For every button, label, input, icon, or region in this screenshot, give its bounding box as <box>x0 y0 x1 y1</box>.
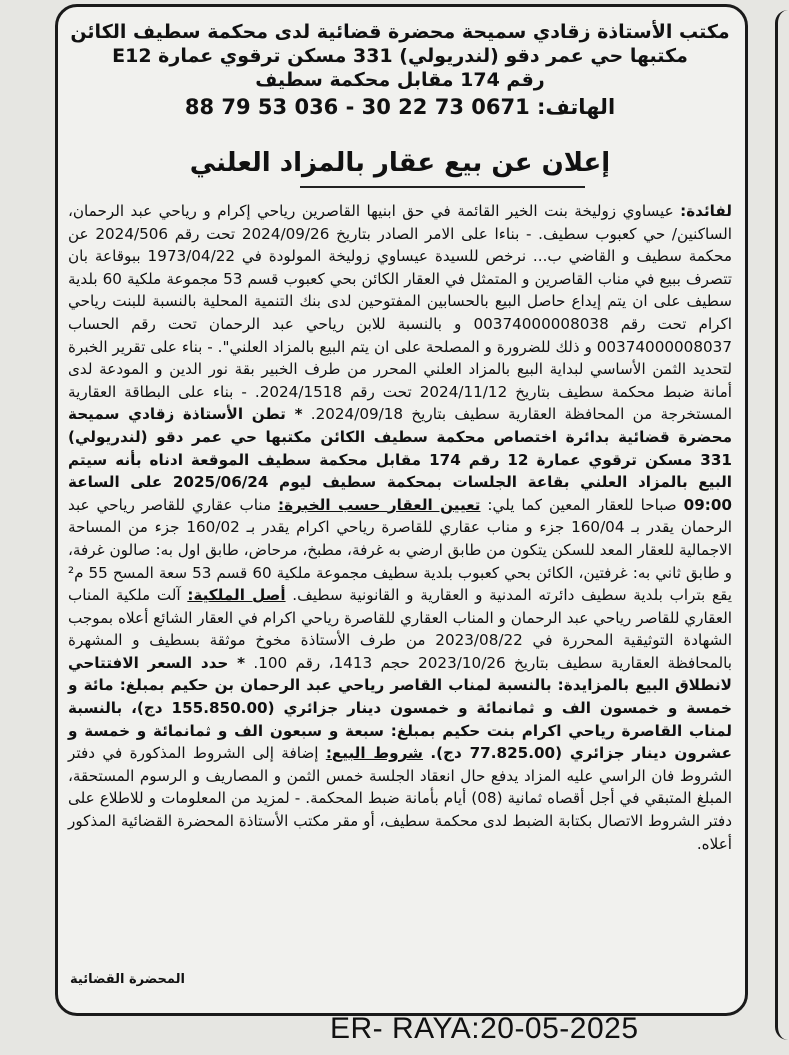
notice-header <box>70 20 730 119</box>
phone-line <box>70 95 730 119</box>
sale-conditions-text: إضافة إلى الشروط المذكورة في دفتر الشروط فان الراسي عليه المزاد يدفع حال انعقاد الجلسة خمس الثمن و المصاريف و الرسوم المستحقة، المبلغ المتبقي في أجل أقصاه ثمانية (08) أيام بأمانة ضبط المحكمة. - لمزيد من المعلومات و للاطلاع على دفتر الشروط الاتصال بكتابة الضبط لدى محكمة سطيف، أو مقر مكتب الأستاذة المحضرة القضائية المذكور أعلاه. <box>68 744 732 853</box>
property-designation-text: مناب عقاري للقاصر رياحي عبد الرحمان يقدر بـ 160/04 جزء و مناب عقاري للقاصرة رياحي اكرام يقدر بـ 160/02 جزء من المساحة الاجمالية للعقار المعد للسكن يتكون من طابق ارضي به غرفة، مطبخ، مرحاض، طابق اول به: صالون غرفة، و طابق ثاني به: غرفتين، الكائن بحي كعبوب بلدية سطيف مجموعة ملكية 60 قسم 53 سعة المسح 55 م² يقع بتراب بلدية سطيف دائرته المدنية و العقارية و القانونية سطيف. <box>68 495 732 605</box>
sale-conditions-label: شروط البيع: <box>325 744 423 763</box>
header-line-2: مكتبها حي عمر دقو (لندريولي) 331 مسكن ترقوي عمارة E12 <box>112 45 688 67</box>
bailiff-signature: المحضرة القضائية <box>70 972 185 987</box>
beneficiary-label: لفائدة: <box>680 202 732 220</box>
property-designation-label: تعيين العقار حسب الخبرة: <box>278 495 481 514</box>
publication-reference: ER- RAYA:20-05-2025 <box>330 1012 639 1045</box>
header-line-3: رقم 174 مقابل محكمة سطيف <box>255 69 545 91</box>
beneficiary-text: عيساوي زوليخة بنت الخير القائمة في حق ابنيها القاصرين رياحي إكرام و رياحي عبد الرحمان، الساكنين/ حي كعبوب سطيف. - بناءا على الامر الصادر بتاريخ 2024/09/26 تحت رقم 2024/506 عن محكمة سطيف و القاضي ب... نرخص للسيدة عيساوي زوليخة المولودة في 1973/04/22 ببوقاعة بان تتصرف ببيع في مناب القاصرين و المتمثل في العقار الكائن بحي كعبوب قسم 53 مجموعة ملكية 60 بلدية سطيف على ان يتم إيداع حاصل البيع بالحسابين المفتوحين لدى بنك التنمية المحلية بالنسبة للبنت رياحي اكرام تحت رقم 00374000008038 و بالنسبة للابن رياحي عبد الرحمان تحت رقم الحساب 00374000008037 و ذلك للضرورة و المصلحة على ان يتم البيع بالمزاد العلني". - بناء على تقرير الخبرة لتحديد الثمن الأساسي لبداية البيع بالمزاد العلني المحرر من طرف الخبير بقة نور الدين و المودعة لدى أمانة ضبط محكمة سطيف بتاريخ 2024/11/12 تحت رقم 2024/1518. - بناء على البطاقة العقارية المستخرجة من المحافظة العقارية سطيف بتاريخ 2024/09/18. <box>68 202 733 424</box>
title-underline <box>300 186 585 188</box>
header-line-1: مكتب الأستاذة زقادي سميحة محضرة قضائية لدى محكمة سطيف الكائن <box>70 21 730 43</box>
adjacent-column-border <box>775 10 788 1040</box>
ownership-origin-label: أصل الملكية: <box>187 586 286 605</box>
auction-time-text: صباحا للعقار المعين كما يلي: <box>480 495 684 514</box>
ownership-origin-text: آلت ملكية المناب العقاري للقاصر رياحي عبد الرحمان و المناب العقاري للقاصرة رياحي اكرام في العقار الشائع أعلاه بموجب الشهادة التوثيقية المحررة في 2023/08/22 من طرف الأستاذة مخوخ موثقة بسطيف و المشهرة بالمحافظة العقارية سطيف بتاريخ 2023/10/26 حجم 1413، رقم 100. <box>68 586 732 672</box>
notice-body <box>68 200 732 855</box>
phone-numbers: 88 79 53 036 - 30 22 73 0671 <box>184 95 530 119</box>
notice-title: إعلان عن بيع عقار بالمزاد العلني <box>189 148 611 178</box>
phone-label: الهاتف: <box>537 95 616 119</box>
opening-price-text: * حدد السعر الافتتاحي لانطلاق البيع بالمزايدة: بالنسبة لمناب القاصر رياحي عبد الرحمان بن حكيم بمبلغ: مائة و خمسة و خمسون الف و ثمانمائة و خمسون دينار جزائري (155.850.00 دج)، بالنسبة لمناب القاصرة رياحي اكرام بنت حكيم بمبلغ: سبعة و سبعون الف و ثمانمائة و خمسة و عشرون دينار جزائري (77.825.00 دج). <box>68 653 732 763</box>
auction-announcement: * تطن الأستاذة زقادي سميحة محضرة قضائية بدائرة اختصاص محكمة سطيف الكائن مكتبها حي عمر دقو (لندريولي) 331 مسكن ترقوي عمارة 12 رقم 174 مقابل محكمة سطيف الموقعة ادناه بأنه سيتم البيع بالمزاد العلني بقاعة الجلسات بمحكمة سطيف ليوم 2025/06/24 على الساعة 09:00 <box>68 405 732 514</box>
